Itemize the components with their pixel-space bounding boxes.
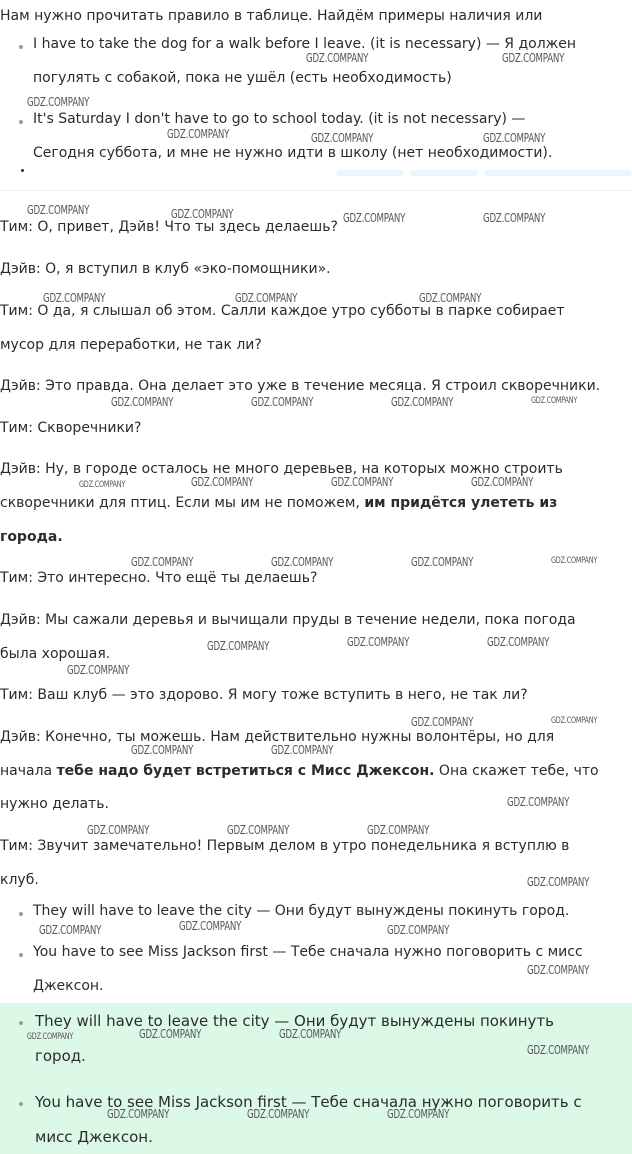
watermark: GDZ.COMPANY [279, 1027, 342, 1041]
watermark: GDZ.COMPANY [419, 291, 482, 305]
watermark: GDZ.COMPANY [483, 211, 546, 225]
watermark: GDZ.COMPANY [411, 715, 474, 729]
bullet-line: мисс Джексон. [35, 1128, 153, 1146]
watermark: GDZ.COMPANY [111, 395, 174, 409]
watermark: GDZ.COMPANY [551, 716, 598, 726]
watermark: GDZ.COMPANY [171, 207, 234, 221]
dialogue-line: Тим: О, привет, Дэйв! Что ты здесь делаешь? [0, 219, 338, 235]
watermark: GDZ.COMPANY [551, 556, 598, 566]
bullet-line: погулять с собакой, пока не ушёл (есть необходимость) [33, 70, 452, 86]
watermark: GDZ.COMPANY [207, 639, 270, 653]
bullet-line: город. [35, 1047, 86, 1065]
watermark: GDZ.COMPANY [487, 635, 550, 649]
bullet-line: They will have to leave the city — Они будут вынуждены покинуть [35, 1012, 555, 1030]
watermark: GDZ.COMPANY [507, 795, 570, 809]
watermark: GDZ.COMPANY [411, 555, 474, 569]
bullet-line: You have to see Miss Jackson first — Тебе сначала нужно поговорить с мисс [33, 944, 583, 960]
watermark: GDZ.COMPANY [67, 663, 130, 677]
dialogue-line: Дэйв: О, я вступил в клуб «эко-помощники». [0, 261, 331, 277]
watermark: GDZ.COMPANY [306, 51, 369, 65]
watermark: GDZ.COMPANY [87, 823, 150, 837]
watermark: GDZ.COMPANY [527, 875, 590, 889]
dialogue-line: нужно делать. [0, 796, 109, 812]
dialogue-line: Тим: Звучит замечательно! Первым делом в утро понедельника я вступлю в [0, 838, 570, 854]
watermark: GDZ.COMPANY [311, 131, 374, 145]
dialogue-line: Дэйв: Мы сажали деревья и вычищали пруды в течение недели, пока погода [0, 612, 576, 628]
dialogue-line: Тим: Это интересно. Что ещё ты делаешь? [0, 570, 318, 586]
watermark: GDZ.COMPANY [107, 1107, 170, 1121]
watermark: GDZ.COMPANY [27, 203, 90, 217]
dialogue-line: клуб. [0, 872, 39, 888]
watermark: GDZ.COMPANY [39, 923, 102, 937]
bullet-line: Джексон. [33, 978, 104, 994]
dialogue-line: была хорошая. [0, 646, 111, 662]
stray-dot [21, 169, 24, 172]
dialogue-line: Дэйв: Ну, в городе осталось не много деревьев, на которых можно строить [0, 461, 563, 477]
dialogue-line: Тим: Ваш клуб — это здорово. Я могу тоже вступить в него, не так ли? [0, 687, 528, 703]
watermark: GDZ.COMPANY [43, 291, 106, 305]
decorative-bar [410, 170, 478, 176]
watermark: GDZ.COMPANY [247, 1107, 310, 1121]
watermark: GDZ.COMPANY [391, 395, 454, 409]
watermark: GDZ.COMPANY [483, 131, 546, 145]
dialogue-line: Тим: О да, я слышал об этом. Салли каждое утро субботы в парке собирает [0, 303, 565, 319]
watermark: GDZ.COMPANY [331, 475, 394, 489]
watermark: GDZ.COMPANY [27, 1032, 74, 1042]
watermark: GDZ.COMPANY [471, 475, 534, 489]
dialogue-line: скворечники для птиц. Если мы им не поможем, им придётся улететь из [0, 495, 558, 511]
bullet-icon [19, 1102, 23, 1106]
watermark: GDZ.COMPANY [387, 1107, 450, 1121]
dialogue-line: мусор для переработки, не так ли? [0, 337, 262, 353]
watermark: GDZ.COMPANY [227, 823, 290, 837]
watermark: GDZ.COMPANY [251, 395, 314, 409]
watermark: GDZ.COMPANY [79, 480, 126, 490]
bullet-line: I have to take the dog for a walk before I leave. (it is necessary) — Я должен [33, 36, 577, 52]
watermark: GDZ.COMPANY [131, 743, 194, 757]
section-divider [0, 190, 632, 191]
watermark: GDZ.COMPANY [235, 291, 298, 305]
dialogue-line: Дэйв: Это правда. Она делает это уже в течение месяца. Я строил скворечники. [0, 378, 601, 394]
bullet-line: It's Saturday I don't have to go to school today. (it is not necessary) — [33, 111, 526, 127]
dialogue-line: начала тебе надо будет встретиться с Мисс Джексон. Она скажет тебе, что [0, 763, 599, 779]
watermark: GDZ.COMPANY [179, 919, 242, 933]
watermark: GDZ.COMPANY [502, 51, 565, 65]
watermark: GDZ.COMPANY [531, 396, 578, 406]
bullet-line: They will have to leave the city — Они будут вынуждены покинуть город. [33, 903, 570, 919]
watermark: GDZ.COMPANY [367, 823, 430, 837]
bullet-line: You have to see Miss Jackson first — Тебе сначала нужно поговорить с [35, 1093, 582, 1111]
watermark: GDZ.COMPANY [271, 555, 334, 569]
bullet-line: Сегодня суббота, и мне не нужно идти в школу (нет необходимости). [33, 145, 553, 161]
bullet-icon [19, 120, 23, 124]
bullet-icon [19, 953, 23, 957]
watermark: GDZ.COMPANY [191, 475, 254, 489]
dialogue-line: Дэйв: Конечно, ты можешь. Нам действительно нужны волонтёры, но для [0, 729, 555, 745]
watermark: GDZ.COMPANY [343, 211, 406, 225]
watermark: GDZ.COMPANY [167, 127, 230, 141]
bullet-icon [19, 1021, 23, 1025]
watermark: GDZ.COMPANY [27, 95, 90, 109]
bullet-icon [19, 912, 23, 916]
bullet-icon [19, 45, 23, 49]
watermark: GDZ.COMPANY [271, 743, 334, 757]
watermark: GDZ.COMPANY [131, 555, 194, 569]
dialogue-line: Тим: Скворечники? [0, 420, 142, 436]
watermark: GDZ.COMPANY [347, 635, 410, 649]
decorative-bar [336, 170, 404, 176]
watermark: GDZ.COMPANY [387, 923, 450, 937]
watermark: GDZ.COMPANY [527, 963, 590, 977]
watermark: GDZ.COMPANY [139, 1027, 202, 1041]
dialogue-line: города. [0, 529, 63, 545]
watermark: GDZ.COMPANY [527, 1043, 590, 1057]
decorative-bar [484, 170, 632, 176]
intro-text: Нам нужно прочитать правило в таблице. Найдём примеры наличия или [0, 8, 543, 24]
